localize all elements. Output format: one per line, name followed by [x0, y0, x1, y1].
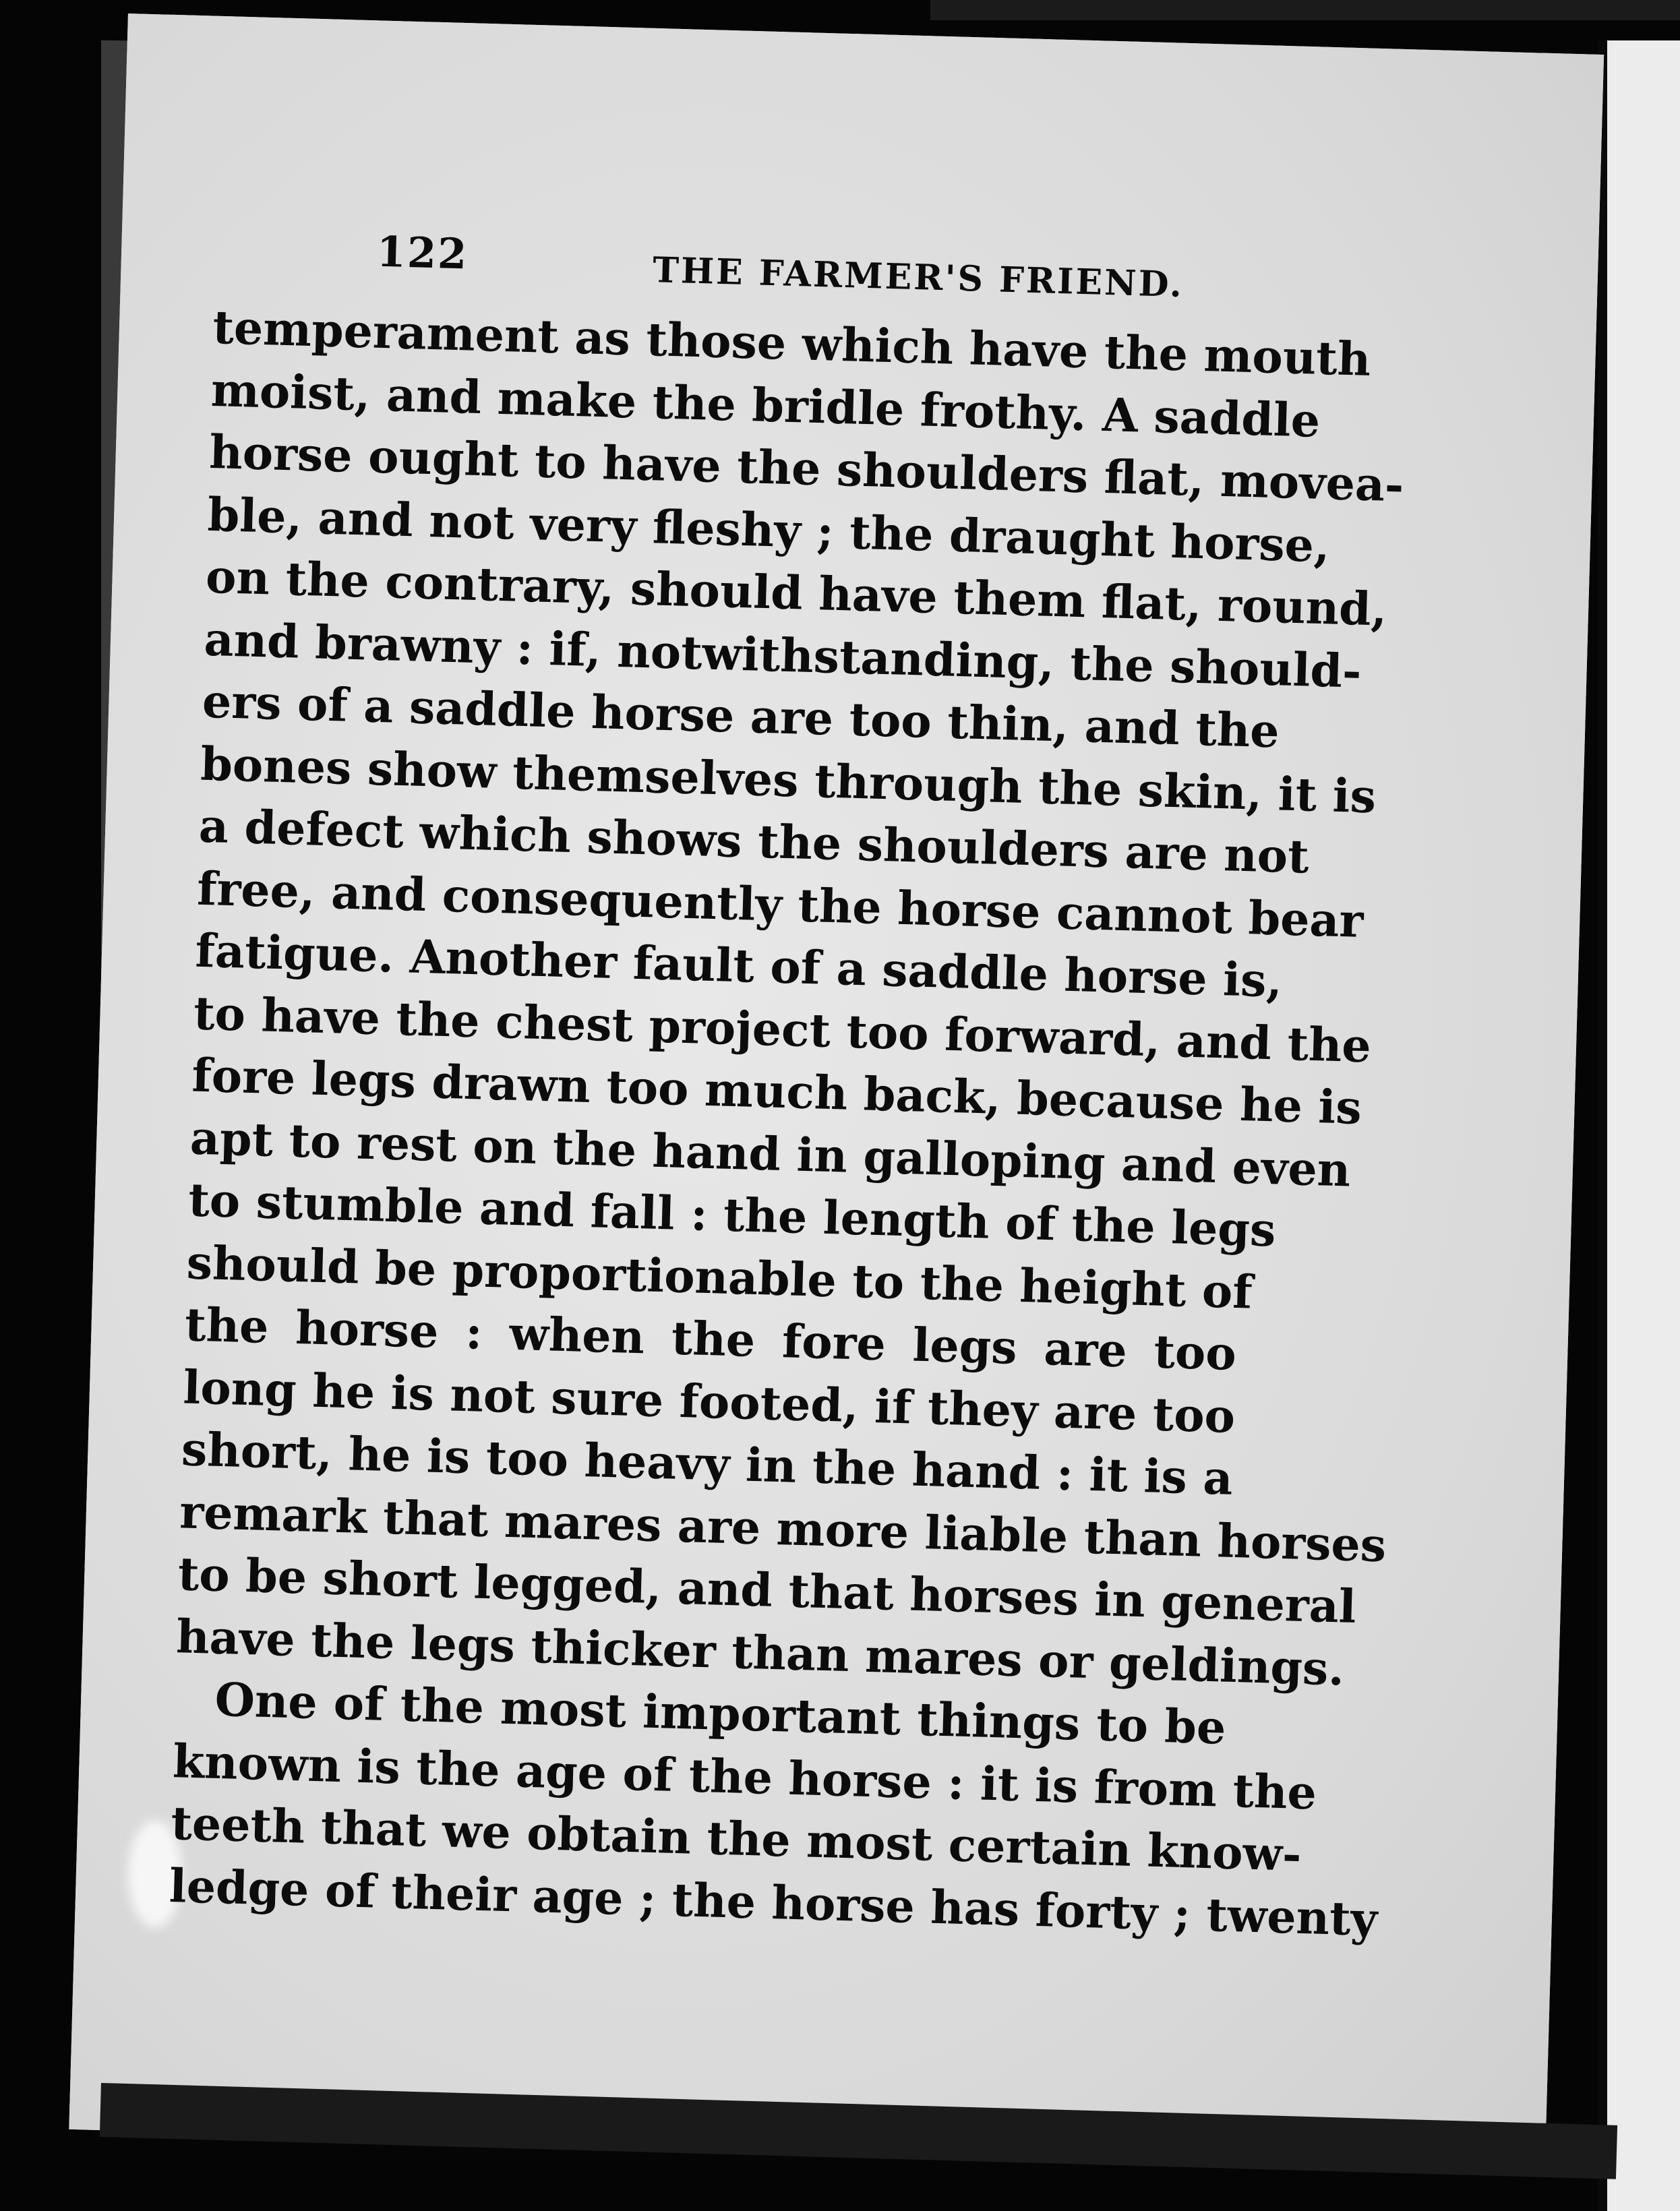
- text-line: on the contrary, should have them flat, round,: [205, 549, 1388, 637]
- text-line: ble, and not very fleshy ; the draught horse,: [206, 487, 1331, 573]
- page-content: [168, 222, 1405, 1950]
- text-line: have the legs thicker than mares or geldings.: [175, 1609, 1346, 1697]
- text-line: and brawny : if, notwithstanding, the should-: [203, 612, 1362, 699]
- text-line: apt to rest on the hand in galloping and even: [189, 1110, 1352, 1198]
- text-line: the horse : when the fore legs are too: [184, 1298, 1237, 1381]
- text-line: horse ought to have the shoulders flat, movea-: [208, 425, 1405, 513]
- text-line: ledge of their age ; the horse has forty ; twenty: [168, 1858, 1379, 1947]
- text-line: One of the most important things to be: [214, 1672, 1227, 1755]
- text-line: fore legs drawn too much back, because he is: [191, 1048, 1362, 1135]
- text-line: to stumble and fall : the length of the legs: [187, 1173, 1277, 1258]
- text-line: fatigue. Another fault of a saddle horse is,: [194, 923, 1284, 1008]
- text-line: teeth that we obtain the most certain know-: [170, 1796, 1302, 1882]
- text-line: should be proportionable to the height of: [185, 1235, 1253, 1320]
- text-line: a defect which shows the shoulders are not: [198, 799, 1310, 884]
- text-line: free, and consequently the horse cannot bear: [196, 861, 1364, 948]
- text-line: to have the chest project too forward, and the: [193, 986, 1372, 1073]
- text-line: to be short legged, and that horses in general: [177, 1547, 1357, 1635]
- text-line: known is the age of the horse : it is from the: [172, 1734, 1317, 1820]
- scan-border: [930, 0, 1680, 20]
- text-line: temperament as those which have the mouth: [212, 300, 1372, 387]
- page-number: 122: [376, 226, 469, 279]
- running-title: THE FARMER'S FRIEND.: [652, 249, 1184, 306]
- text-line: moist, and make the bridle frothy. A saddle: [210, 363, 1321, 448]
- text-line: long he is not sure footed, if they are too: [182, 1360, 1236, 1444]
- text-line: short, he is too heavy in the hand : it is a: [181, 1422, 1234, 1506]
- text-line: ers of a saddle horse are too thin, and the: [202, 674, 1280, 759]
- body-text: [168, 297, 1405, 1950]
- facing-page-edge: [1598, 40, 1680, 2211]
- text-line: remark that mares are more liable than horses: [179, 1484, 1387, 1573]
- text-line: bones show themselves through the skin, it is: [200, 737, 1377, 824]
